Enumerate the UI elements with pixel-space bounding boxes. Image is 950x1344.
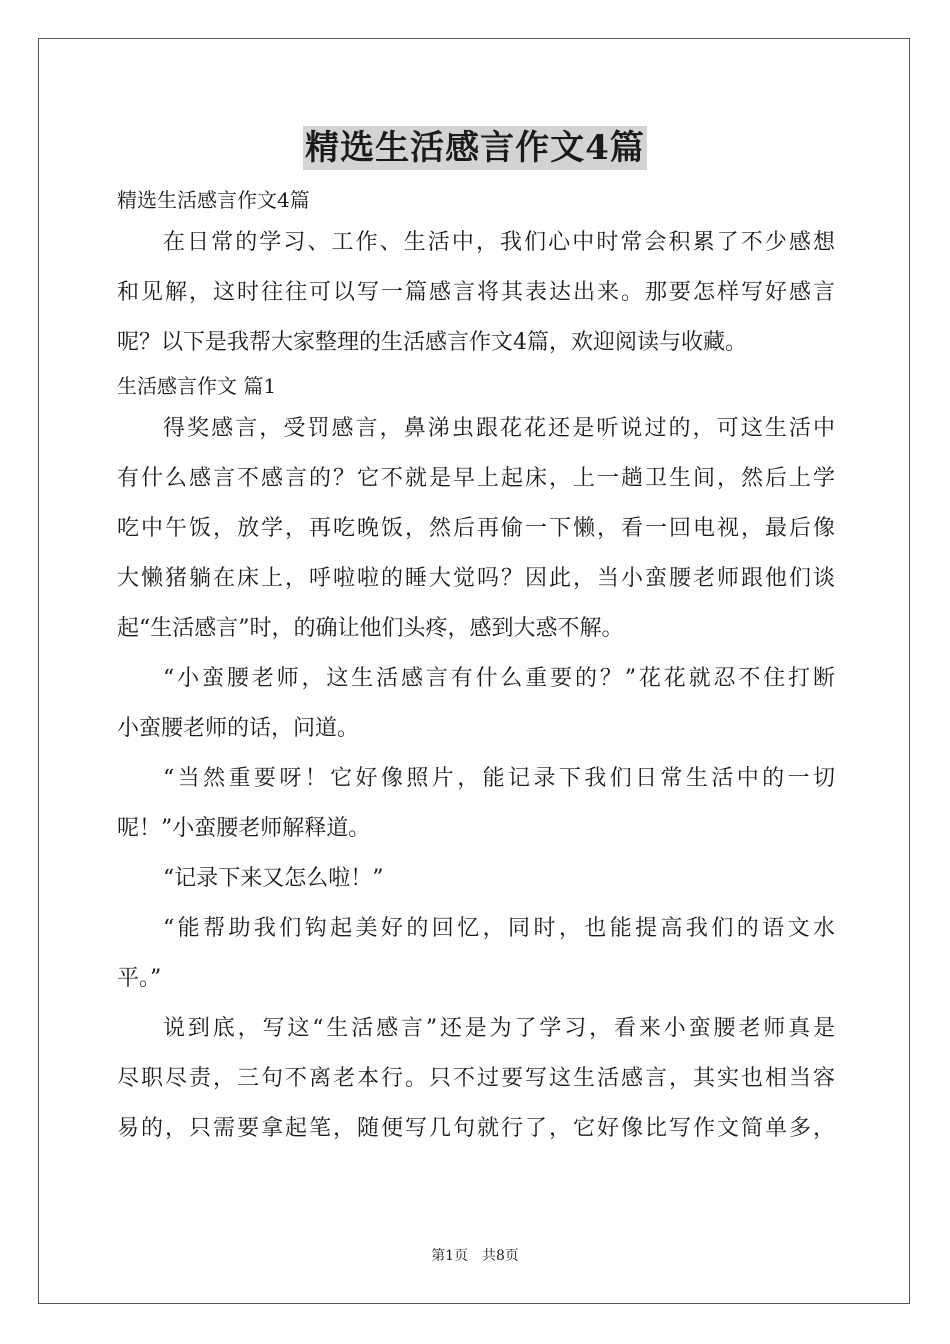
intro-paragraph <box>117 218 835 368</box>
paragraph <box>117 404 835 654</box>
text-line: 在日常的学习、工作、生活中，我们心中时常会积累了不少感想 <box>163 230 835 255</box>
text-line: 呢！”小蛮腰老师解释道。 <box>117 816 371 841</box>
text-line: 平。” <box>117 966 162 991</box>
section-heading: 生活感言作文 篇1 <box>117 374 277 398</box>
page-total: 共8页 <box>482 1248 519 1264</box>
document-body <box>117 182 835 1154</box>
text-line: “记录下来又怎么啦！” <box>163 866 384 891</box>
text-line: 尽职尽责，三句不离老本行。只不过要写这生活感言，其实也相当容 <box>117 1066 835 1091</box>
text-line: 和见解，这时往往可以写一篇感言将其表达出来。那要怎样写好感言 <box>117 280 835 305</box>
text-line: “小蛮腰老师，这生活感言有什么重要的？”花花就忍不住打断 <box>163 666 835 691</box>
document-title: 精选生活感言作文4篇 <box>305 128 645 168</box>
document-subtitle: 精选生活感言作文4篇 <box>117 188 310 212</box>
text-line: 呢？以下是我帮大家整理的生活感言作文4篇，欢迎阅读与收藏。 <box>117 330 747 355</box>
text-line: “当然重要呀！它好像照片，能记录下我们日常生活中的一切 <box>163 766 835 791</box>
text-line: 易的，只需要拿起笔，随便写几句就行了，它好像比写作文简单多， <box>117 1116 835 1141</box>
paragraph <box>117 654 835 754</box>
text-line: 小蛮腰老师的话，问道。 <box>117 716 360 741</box>
text-line: 得奖感言，受罚感言，鼻涕虫跟花花还是听说过的，可这生活中 <box>163 416 835 441</box>
page-footer <box>0 1246 950 1266</box>
paragraph <box>117 904 835 1004</box>
paragraph <box>117 754 835 854</box>
text-line: “能帮助我们钩起美好的回忆，同时，也能提高我们的语文水 <box>163 916 835 941</box>
page-number: 第1页 <box>431 1248 468 1264</box>
paragraph <box>117 1004 835 1154</box>
text-line: 大懒猪躺在床上，呼啦啦的睡大觉吗？因此，当小蛮腰老师跟他们谈 <box>117 566 835 591</box>
text-line: 吃中午饭，放学，再吃晚饭，然后再偷一下懒，看一回电视，最后像 <box>117 516 835 541</box>
paragraph <box>117 854 835 904</box>
title-container <box>0 126 950 170</box>
text-line: 起“生活感言”时，的确让他们头疼，感到大惑不解。 <box>117 616 624 641</box>
text-line: 有什么感言不感言的？它不就是早上起床，上一趟卫生间，然后上学 <box>117 466 835 491</box>
text-line: 说到底，写这“生活感言”还是为了学习，看来小蛮腰老师真是 <box>163 1016 835 1041</box>
